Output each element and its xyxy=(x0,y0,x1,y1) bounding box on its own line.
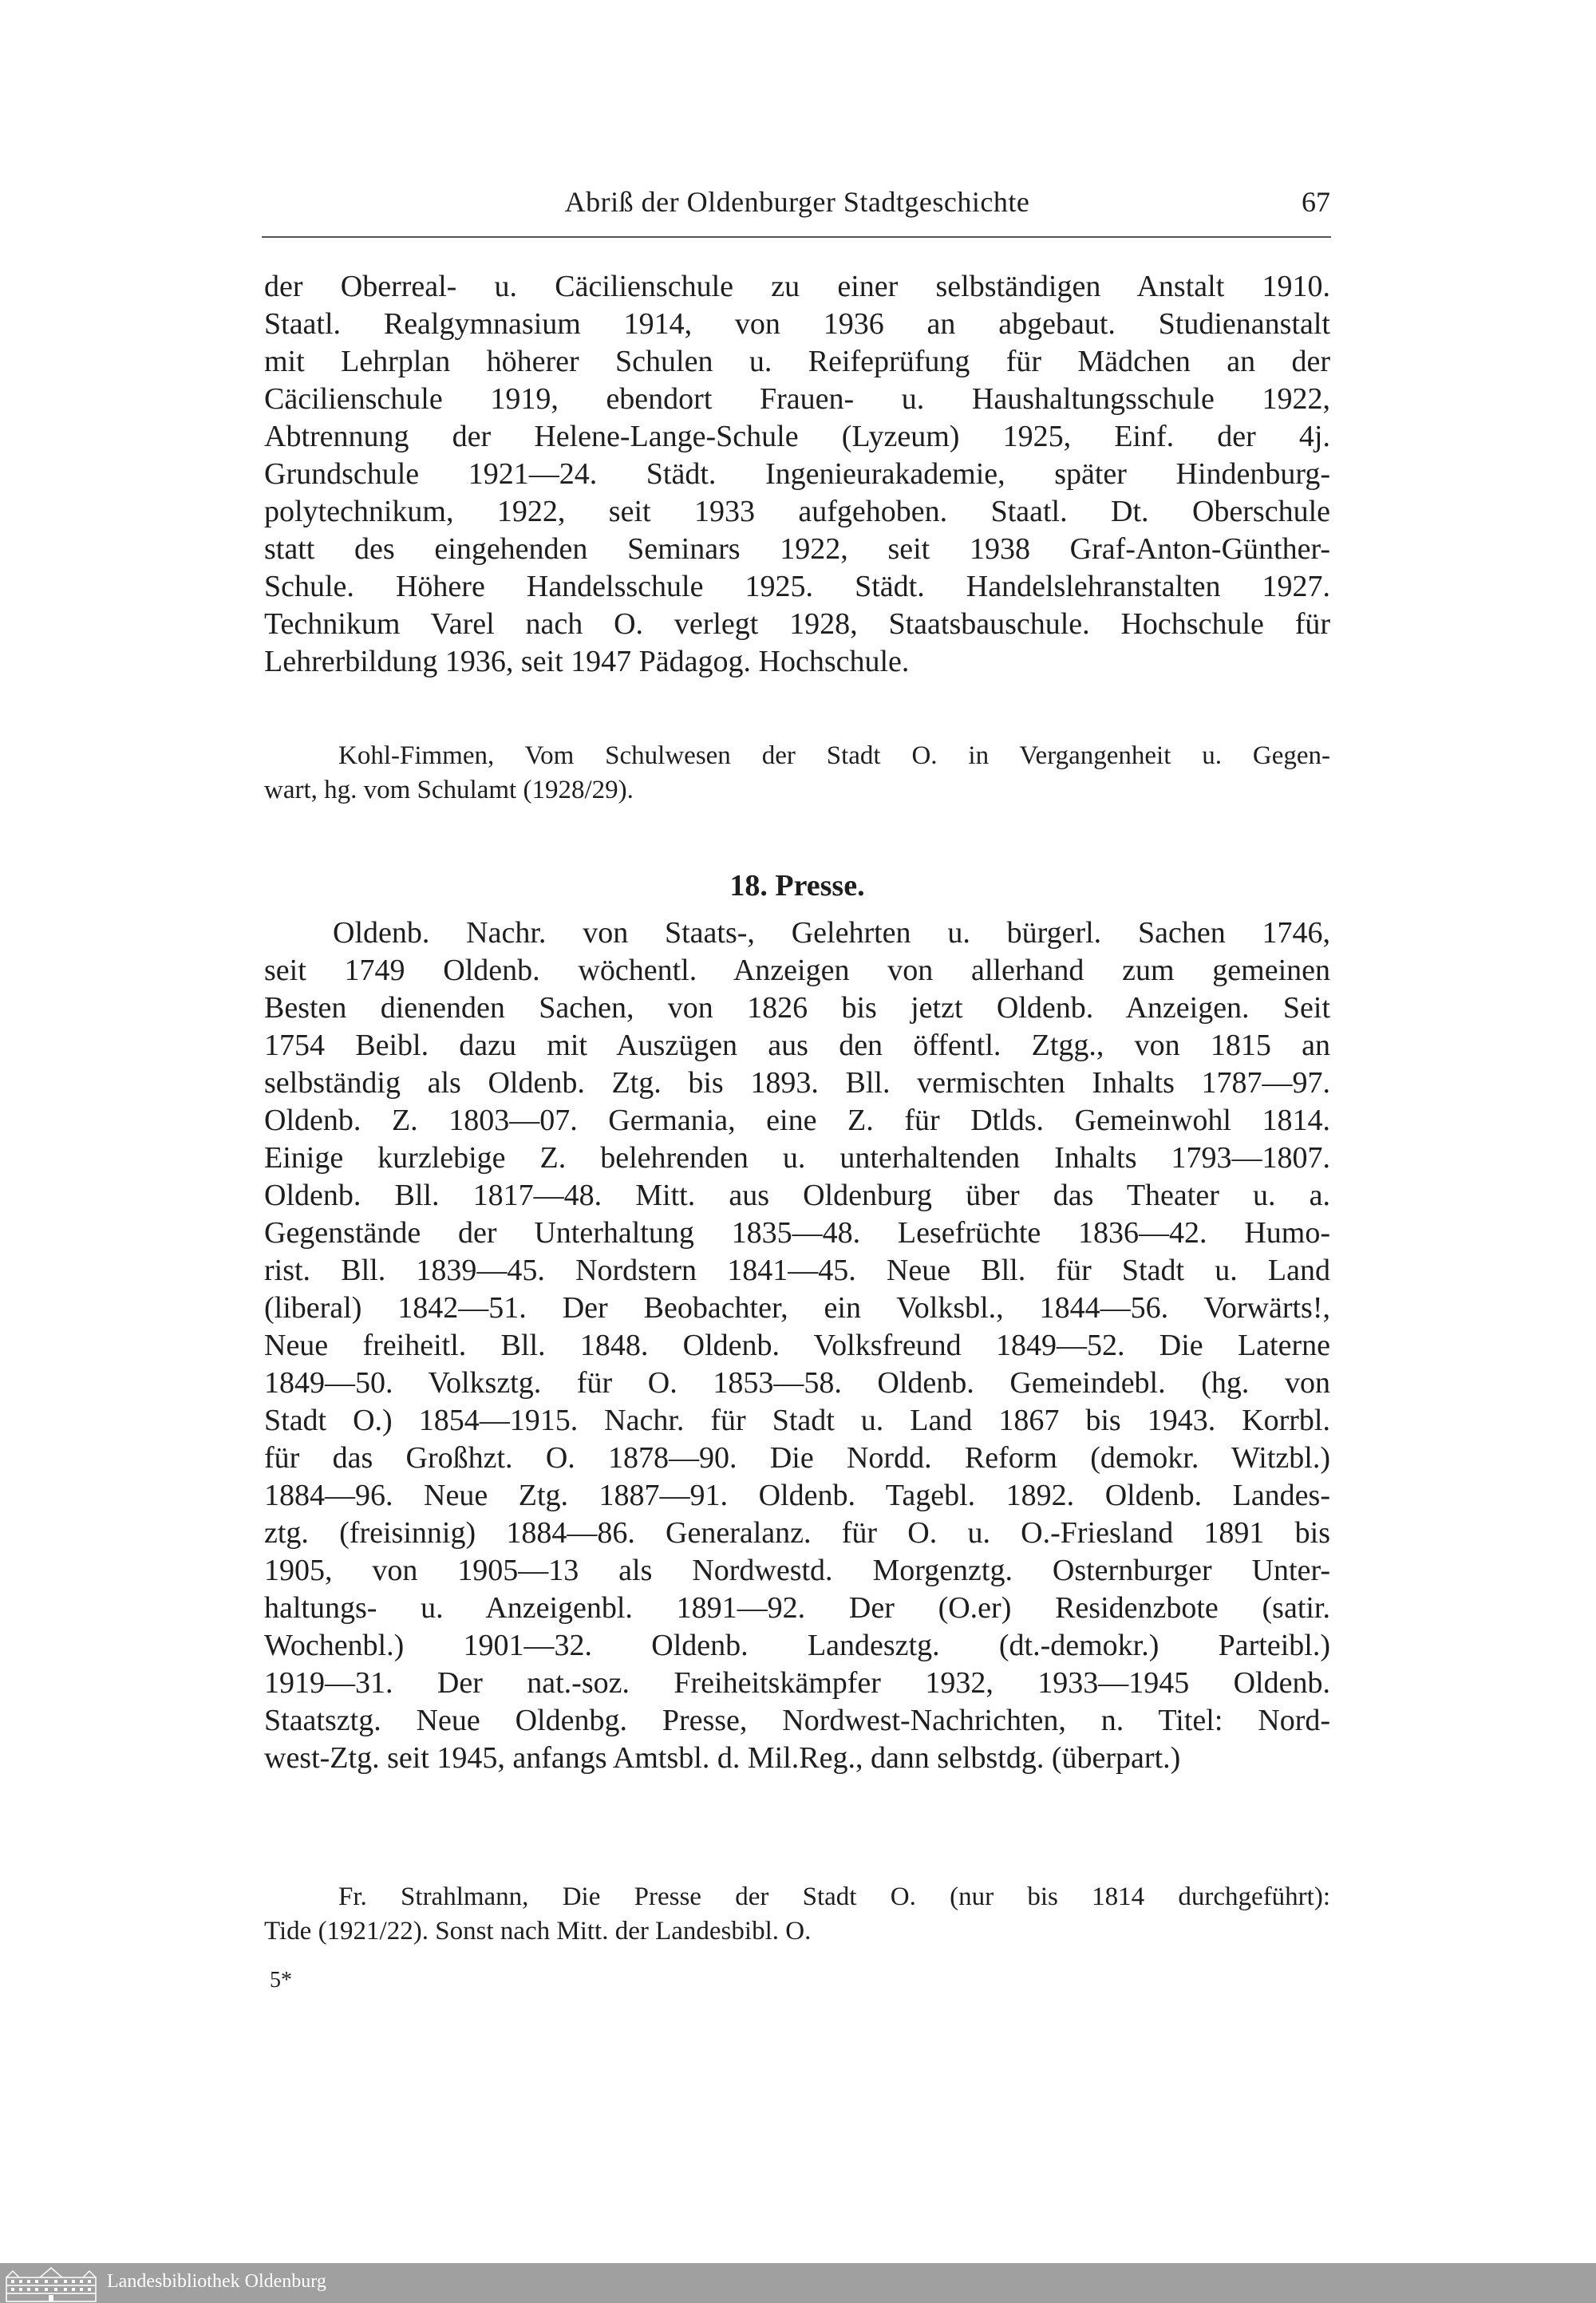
text-line: Wochenbl.) 1901—32. Oldenb. Landesztg. (dt.-demokr.) Parteibl.) xyxy=(264,1629,1330,1662)
text-line: (liberal) 1842—51. Der Beobachter, ein Volksbl., 1844—56. Vorwärts!, xyxy=(264,1291,1330,1325)
text-line: Staatl. Realgymnasium 1914, von 1936 an abgebaut. Studienanstalt xyxy=(264,307,1330,341)
text-line: west-Ztg. seit 1945, anfangs Amtsbl. d. Mil.Reg., dann selbstdg. (überpart.) xyxy=(264,1741,1181,1775)
citation-schools xyxy=(264,739,1330,808)
text-line: Oldenb. Nachr. von Staats-, Gelehrten u. bürgerl. Sachen 1746, xyxy=(333,916,1330,950)
text-line: seit 1749 Oldenb. wöchentl. Anzeigen von allerhand zum gemeinen xyxy=(264,954,1330,987)
text-line: Tide (1921/22). Sonst nach Mitt. der Landesbibl. O. xyxy=(264,1917,812,1946)
text-line: Schule. Höhere Handelsschule 1925. Städt. Handelslehranstalten 1927. xyxy=(264,570,1330,603)
footer-bar xyxy=(0,2263,1596,2303)
running-header xyxy=(264,185,1330,225)
text-line: mit Lehrplan höherer Schulen u. Reifeprüfung für Mädchen an der xyxy=(264,345,1330,378)
text-line: Gegenstände der Unterhaltung 1835—48. Lesefrüchte 1836—42. Humo- xyxy=(264,1216,1330,1250)
text-line: haltungs- u. Anzeigenbl. 1891—92. Der (O.er) Residenzbote (satir. xyxy=(264,1591,1330,1625)
text-line: Fr. Strahlmann, Die Presse der Stadt O. (nur bis 1814 durchgeführt): xyxy=(338,1882,1330,1911)
header-rule xyxy=(262,236,1331,238)
paragraph-press xyxy=(264,914,1330,1777)
section-heading: 18. Presse. xyxy=(729,869,865,903)
text-line: Besten dienenden Sachen, von 1826 bis jetzt Oldenb. Anzeigen. Seit xyxy=(264,991,1330,1025)
text-line: Staatsztg. Neue Oldenbg. Presse, Nordwest-Nachrichten, n. Titel: Nord- xyxy=(264,1704,1330,1737)
citation-press xyxy=(264,1880,1330,1949)
text-line: wart, hg. vom Schulamt (1928/29). xyxy=(264,776,634,804)
text-line: 1849—50. Volksztg. für O. 1853—58. Oldenb. Gemeindebl. (hg. von xyxy=(264,1366,1330,1400)
text-line: selbständig als Oldenb. Ztg. bis 1893. Bll. vermischten Inhalts 1787—97. xyxy=(264,1066,1330,1100)
text-line: Lehrerbildung 1936, seit 1947 Pädagog. Hochschule. xyxy=(264,645,910,678)
footer-library-name: Landesbibliothek Oldenburg xyxy=(107,2271,326,2292)
text-line: für das Großhzt. O. 1878—90. Die Nordd. Reform (demokr. Witzbl.) xyxy=(264,1441,1330,1475)
text-line: Kohl-Fimmen, Vom Schulwesen der Stadt O. in Vergangenheit u. Gegen- xyxy=(338,741,1330,770)
text-line: 1754 Beibl. dazu mit Auszügen aus den öffentl. Ztgg., von 1815 an xyxy=(264,1029,1330,1062)
signature-mark: 5* xyxy=(270,1968,292,1993)
text-line: Oldenb. Bll. 1817—48. Mitt. aus Oldenburg über das Theater u. a. xyxy=(264,1179,1330,1212)
text-line: Oldenb. Z. 1803—07. Germania, eine Z. für Dtlds. Gemeinwohl 1814. xyxy=(264,1104,1330,1137)
text-line: 1905, von 1905—13 als Nordwestd. Morgenztg. Osternburger Unter- xyxy=(264,1554,1330,1587)
page-number: 67 xyxy=(1302,186,1330,218)
text-line: Grundschule 1921—24. Städt. Ingenieurakademie, später Hindenburg- xyxy=(264,457,1330,491)
running-title: Abriß der Oldenburger Stadtgeschichte xyxy=(564,186,1030,218)
text-line: 1884—96. Neue Ztg. 1887—91. Oldenb. Tagebl. 1892. Oldenb. Landes- xyxy=(264,1479,1330,1512)
text-line: Technikum Varel nach O. verlegt 1928, Staatsbauschule. Hochschule für xyxy=(264,607,1330,641)
text-line: Neue freiheitl. Bll. 1848. Oldenb. Volksfreund 1849—52. Die Laterne xyxy=(264,1329,1330,1362)
text-line: ztg. (freisinnig) 1884—86. Generalanz. für O. u. O.-Friesland 1891 bis xyxy=(264,1516,1330,1550)
text-line: Cäcilienschule 1919, ebendort Frauen- u. Haushaltungsschule 1922, xyxy=(264,382,1330,416)
library-building-logo-icon xyxy=(5,2266,97,2303)
text-line: der Oberreal- u. Cäcilienschule zu einer selbständigen Anstalt 1910. xyxy=(264,270,1330,303)
text-line: Abtrennung der Helene-Lange-Schule (Lyzeum) 1925, Einf. der 4j. xyxy=(264,420,1330,453)
text-line: Einige kurzlebige Z. belehrenden u. unterhaltenden Inhalts 1793—1807. xyxy=(264,1141,1330,1175)
text-line: statt des eingehenden Seminars 1922, seit 1938 Graf-Anton-Günther- xyxy=(264,532,1330,566)
text-line: rist. Bll. 1839—45. Nordstern 1841—45. Neue Bll. für Stadt u. Land xyxy=(264,1254,1330,1287)
text-line: polytechnikum, 1922, seit 1933 aufgehoben. Staatl. Dt. Oberschule xyxy=(264,495,1330,528)
text-line: Stadt O.) 1854—1915. Nachr. für Stadt u. Land 1867 bis 1943. Korrbl. xyxy=(264,1404,1330,1437)
paragraph-schools xyxy=(264,268,1330,681)
text-line: 1919—31. Der nat.-soz. Freiheitskämpfer 1932, 1933—1945 Oldenb. xyxy=(264,1666,1330,1700)
